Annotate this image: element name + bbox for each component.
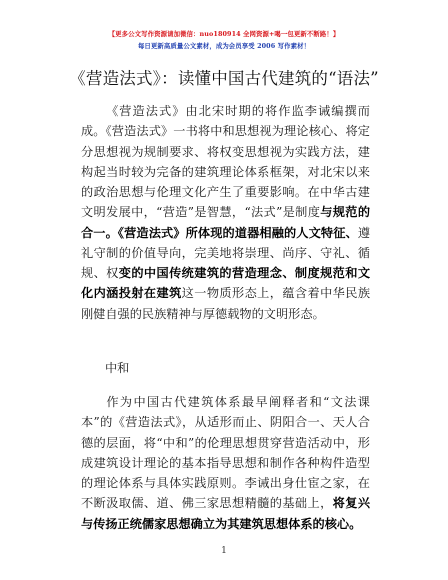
paragraph-zhonghe-text: 作为中国古代建筑体系最早阐释者和“文法课本”的《营造法式》，从适形而止、阴阳合一、天人合德的层面，将“中和”的伦理思想贯穿营造活动中，形成建筑设计理论的基本指导思想和制作各种构件造型的理论体系与具体实践原则。李诫出身仕宦之家，在不断汲取儒、道、佛三家思想精髓的基础上， (81, 395, 370, 511)
section-heading-zhonghe: 中和 (105, 361, 130, 375)
page-number: 1 (221, 546, 227, 556)
paragraph-intro-emphasis-2: 变的中国传统建筑的营造理念、制度规范和文化内涵投射在建筑 (81, 266, 371, 301)
paragraph-intro-text: 《营造法式》由北宋时期的将作监李诫编撰而成。《营造法式》一书将中和思想视为理论核心、将定分思想视为规制要求、将权变思想视为实践方法，建构起当时较为完备的建筑理论体系框架，对北宋以来的政治思想与伦理文化产生了重要影响。在中华古建文明发展中，“营造”是智慧，“法式”是制度 (81, 104, 370, 220)
paragraph-zhonghe (81, 392, 370, 534)
paragraph-intro-text-3: 这一物质形态上，蕴含着中华民族刚健自强的民族精神与厚德载物的文明形态。 (81, 286, 371, 321)
paragraph-intro-emphasis: 与规范的合一。《营造法式》所体现的道器相融的人文特征、 (81, 205, 371, 240)
paragraph-intro-text-2: 遵礼守制的价值导向，完美地将崇理、尚序、守礼、循规、权 (81, 225, 370, 280)
paragraph-zhonghe-emphasis: 将复兴与传扬正统儒家思想确立为其建筑思想体系的核心。 (81, 496, 371, 531)
promo-banner-line-1: 【更多公文写作资源请加微信：nuo180914 全网资源+喝一包更新不断路！】 (108, 30, 340, 38)
document-title: 《营造法式》：读懂中国古代建筑的“语法” (69, 69, 379, 88)
promo-banner-line-2: 每日更新高质量公文素材，成为会员享受 2006 写作素材！ (137, 42, 311, 50)
paragraph-intro (81, 101, 370, 343)
